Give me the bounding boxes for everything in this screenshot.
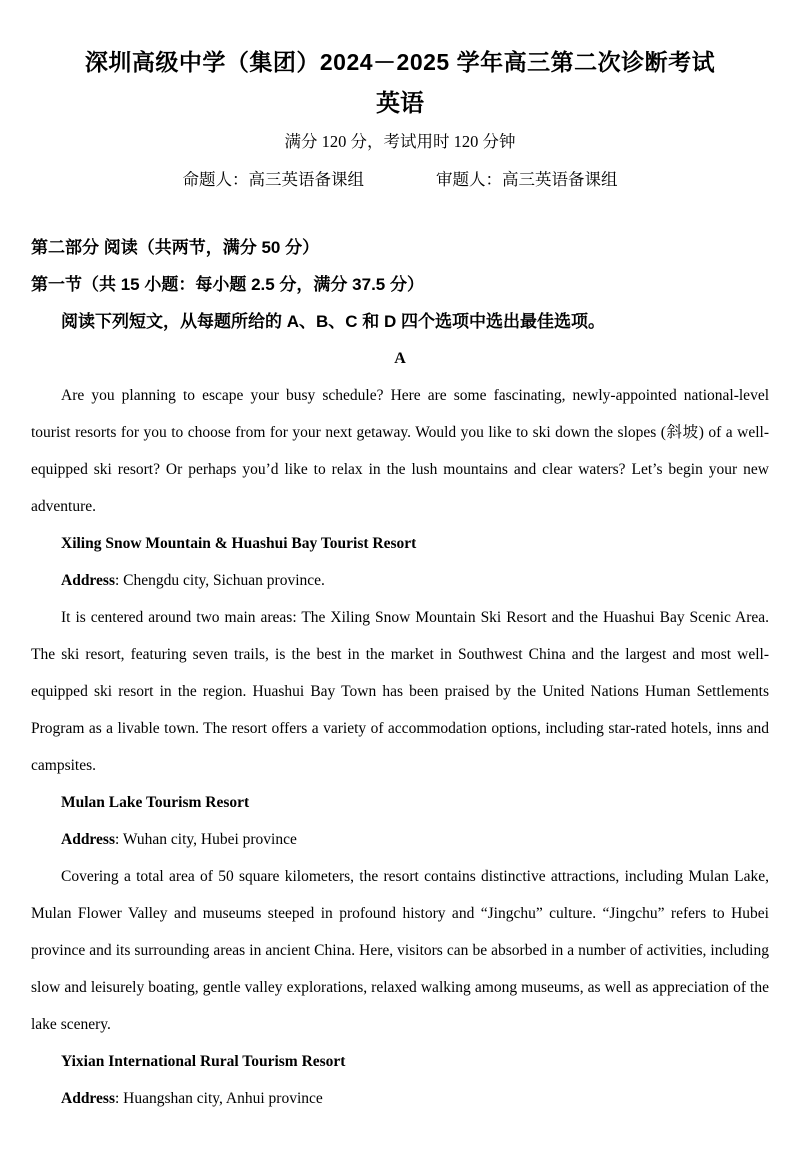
address-label: Address <box>61 572 115 589</box>
resort-name: Xiling Snow Mountain & Huashui Bay Tourist Resort <box>61 535 417 552</box>
reading-instructions: 阅读下列短文，从每题所给的 A、B、C 和 D 四个选项中选出最佳选项。 <box>61 312 605 331</box>
exam-staff-row <box>31 169 769 191</box>
part-heading: 第二部分 阅读（共两节，满分 50 分） <box>31 238 320 257</box>
resort-description: It is centered around two main areas: The Xiling Snow Mountain Ski Resort and the Huashui Bay Scenic Area. The ski resort, featuring seven trails, is the best in the market in Southwest China and the largest and most well-equipped ski resort in the region. Huashui Bay Town has been praised by the United Nations Human Settlements Program as a livable town. The resort offers a variety of accommodation options, including star-rated hotels, inns and campsites. <box>31 609 769 774</box>
exam-header <box>31 48 769 191</box>
resort-name: Yixian International Rural Tourism Resort <box>61 1053 346 1070</box>
exam-subject: 英语 <box>376 90 424 117</box>
setter-label: 命题人：高三英语备课组 <box>182 170 364 189</box>
exam-info: 满分 120 分，考试用时 120 分钟 <box>284 132 516 151</box>
address-label: Address <box>61 1090 115 1107</box>
resort-name: Mulan Lake Tourism Resort <box>61 794 250 811</box>
resort-description: Covering a total area of 50 square kilometers, the resort contains distinctive attractions, including Mulan Lake, Mulan Flower Valley and museums steeped in profound history and “Jingchu” culture. “Jingchu” refers to Hubei province and its surrounding areas in ancient China. Here, visitors can be absorbed in a number of activities, including slow and leisurely boating, gentle valley explorations, relaxed walking among museums, as well as appreciation of the lake scenery. <box>31 868 769 1033</box>
reading-section <box>31 229 769 1117</box>
passage-intro-paragraph: Are you planning to escape your busy schedule? Here are some fascinating, newly-appointed national-level tourist resorts for you to choose from for your next getaway. Would you like to ski down the slopes (斜坡) of a well-equipped ski resort? Or perhaps you’d like to relax in the lush mountains and clear waters? Let’s begin your new adventure. <box>31 387 769 515</box>
resort-address-line <box>31 821 769 858</box>
address-value: : Wuhan city, Hubei province <box>114 831 297 848</box>
address-value: : Huangshan city, Anhui province <box>114 1090 323 1107</box>
reviewer-label: 审题人：高三英语备课组 <box>436 170 618 189</box>
address-label: Address <box>61 831 115 848</box>
address-value: : Chengdu city, Sichuan province. <box>114 572 325 589</box>
exam-title: 深圳高级中学（集团）2024－2025 学年高三第二次诊断考试 <box>84 49 716 75</box>
subsection-heading: 第一节（共 15 小题：每小题 2.5 分，满分 37.5 分） <box>31 275 424 294</box>
resort-address-line <box>31 562 769 599</box>
resort-address-line <box>31 1080 769 1117</box>
passage-label: A <box>394 350 406 367</box>
